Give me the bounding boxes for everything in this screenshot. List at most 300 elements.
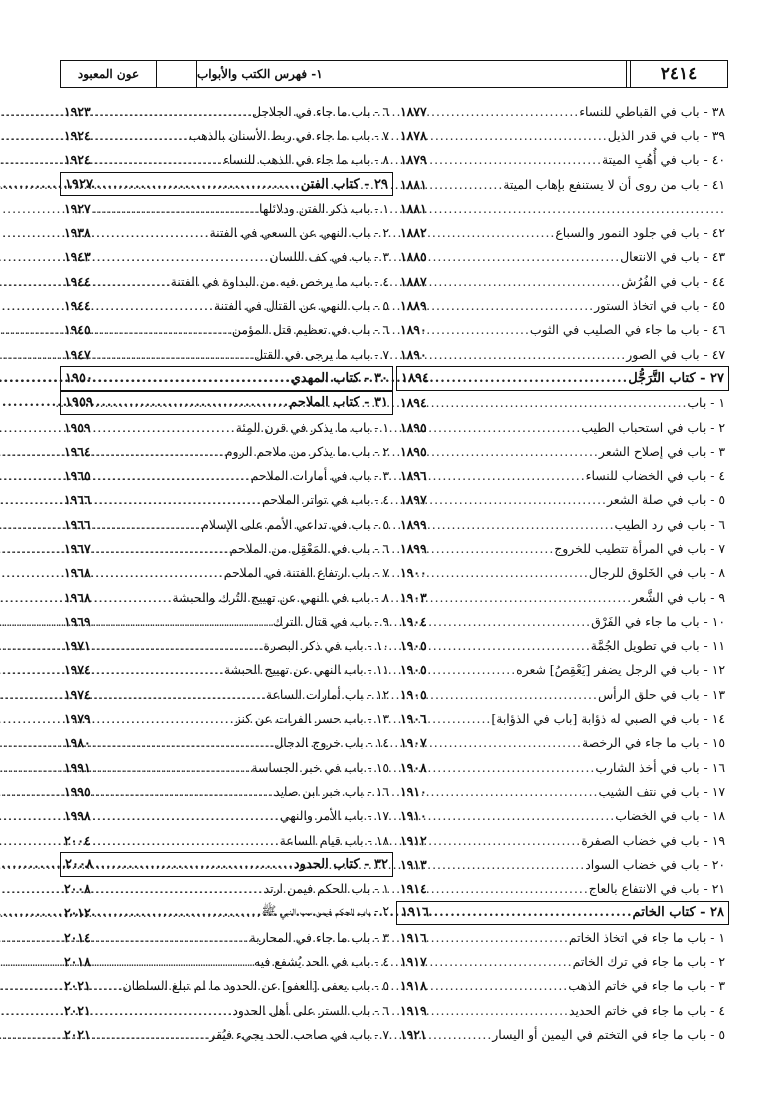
index-entry-row bbox=[60, 901, 393, 925]
index-entry-row bbox=[396, 682, 729, 706]
entry-page-number: ١٩٤٧ bbox=[64, 346, 91, 362]
entry-text: ١٧ - باب الأمر والنهي bbox=[279, 808, 389, 824]
leader-dots bbox=[429, 152, 602, 167]
leader-dots bbox=[429, 760, 596, 775]
entry-page-number: ١٩٧٤ bbox=[64, 662, 91, 678]
index-entry-row bbox=[396, 463, 729, 487]
index-entry-row bbox=[60, 293, 393, 317]
leader-dots bbox=[429, 395, 688, 410]
entry-page-number: ١٩٤٣ bbox=[64, 249, 91, 265]
leader-dots bbox=[93, 298, 214, 313]
entry-text: ١٠ - باب في ذكر البصرة bbox=[263, 638, 389, 654]
entry-text: ٦ - باب ما جاء في الجلاجل bbox=[252, 103, 389, 119]
entry-text: ٤ - باب ما جاء في خاتم الحديد bbox=[568, 1002, 725, 1018]
entry-text: ٤٠ - باب في أُهُبِ الميتة bbox=[602, 152, 725, 168]
leader-dots bbox=[93, 930, 250, 945]
index-entry-row bbox=[60, 220, 393, 244]
entry-page-number: ١٩٦٧ bbox=[64, 540, 91, 556]
entry-text: ٣٨ - باب في القباطي للنساء bbox=[579, 103, 725, 119]
entry-text: ٣ - باب في أمارات الملاحم bbox=[250, 468, 389, 484]
entry-page-number: ١٩٩١ bbox=[64, 759, 91, 775]
index-entry-row bbox=[60, 585, 393, 609]
leader-dots bbox=[93, 492, 262, 507]
entry-page-number: ١٩٤٥ bbox=[64, 322, 91, 338]
index-entry-row bbox=[60, 245, 393, 269]
entry-page-number: ١٨٩٧ bbox=[400, 492, 427, 508]
index-entry-row bbox=[60, 99, 393, 123]
entry-text: ٦ - باب في رد الطيب bbox=[614, 516, 725, 532]
entry-text: ٤٢ - باب في جلود النمور والسباع bbox=[555, 225, 725, 241]
page-header bbox=[60, 60, 728, 88]
leader-dots bbox=[93, 954, 254, 969]
entry-page-number: ١٩١٢ bbox=[400, 832, 427, 848]
entry-text: ١٩ - باب في خضاب الصفرة bbox=[581, 832, 725, 848]
leader-dots bbox=[95, 177, 301, 192]
entry-page-number: ١٩٤٤ bbox=[64, 298, 91, 314]
entry-text: ١١ - باب في تطويل الجُمَّة bbox=[590, 638, 725, 654]
entry-text: ٢١ - باب في الانتفاع بالعاج bbox=[588, 881, 725, 897]
entry-text: ٩ - باب في الشَّعر bbox=[632, 589, 725, 605]
entry-text: ١٨ - باب في الخضاب bbox=[615, 808, 725, 824]
index-entry-row bbox=[396, 99, 729, 123]
entry-text: ٧ - باب ما يرجى في القتل bbox=[254, 346, 389, 362]
entry-page-number: ١٩٨٠ bbox=[64, 735, 91, 751]
page-title: ١- فهرس الكتب والأبواب bbox=[197, 61, 627, 87]
entry-text: ٨ - باب في الخَلوق للرجال bbox=[588, 565, 725, 581]
entry-text: ٦ - باب في المَعْقِل من الملاحم bbox=[229, 540, 389, 556]
index-entry-row bbox=[396, 293, 729, 317]
index-entry-row bbox=[60, 1022, 393, 1046]
index-entry-row bbox=[396, 342, 729, 366]
leader-dots bbox=[95, 395, 289, 410]
leader-dots bbox=[431, 905, 633, 920]
index-entry-row bbox=[60, 925, 393, 949]
leader-dots bbox=[429, 954, 573, 969]
entry-page-number: ١٩٩٥ bbox=[64, 783, 91, 799]
entry-text: ٢٠ - باب في خضاب السواد bbox=[585, 856, 725, 872]
index-entry-row bbox=[396, 536, 729, 560]
entry-text: ١ - باب ذكر الفتن ودلائلها bbox=[259, 200, 389, 216]
index-entry-row bbox=[396, 561, 729, 585]
leader-dots bbox=[429, 687, 598, 702]
entry-page-number: ١٩٠٨ bbox=[400, 759, 427, 775]
entry-text: ٨ - باب ما جاء في الذهب للنساء bbox=[223, 152, 389, 168]
index-entry-row bbox=[60, 877, 393, 901]
index-entry-row bbox=[396, 609, 729, 633]
index-entry-row bbox=[60, 706, 393, 730]
entry-text: ٥ - باب يعفى [العفو] عن الحدود ما لم تبلغ السلطان bbox=[122, 978, 389, 994]
entry-page-number: ١٨٩٩ bbox=[400, 540, 427, 556]
entry-page-number: ١٩٠٥ bbox=[400, 662, 427, 678]
index-entry-row bbox=[396, 731, 729, 755]
entry-page-number: ١٩١٩ bbox=[400, 1002, 427, 1018]
entry-text: ٢ - باب الحكم فيمن سب النبي ﷺ bbox=[261, 903, 389, 919]
entry-page-number: ١٩١٤ bbox=[400, 881, 427, 897]
entry-text: ١ - باب bbox=[687, 395, 725, 411]
index-entry-row bbox=[60, 974, 393, 998]
entry-text: ١ - باب ما جاء في اتخاذ الخاتم bbox=[568, 929, 725, 945]
index-entry-row bbox=[396, 318, 729, 342]
entry-page-number: ١٨٨٩ bbox=[400, 298, 427, 314]
entry-page-number: ١٨٩٥ bbox=[400, 443, 427, 459]
leader-dots bbox=[429, 274, 622, 289]
entry-text: ٤١ - باب من روى أن لا يستنفع بإهاب الميتة bbox=[503, 176, 725, 192]
book-heading-row bbox=[60, 852, 393, 876]
entry-text: ٧ - باب في المرأة تتطيب للخروج bbox=[554, 540, 725, 556]
index-entry-row bbox=[396, 172, 729, 196]
entry-page-number: ١٨٨٧ bbox=[400, 273, 427, 289]
leader-dots bbox=[93, 614, 273, 629]
entry-page-number: ٢٠٠٤ bbox=[64, 832, 91, 848]
leader-dots bbox=[429, 517, 615, 532]
entry-text: ٥ - باب في تداعي الأمم على الإسلام bbox=[201, 516, 389, 532]
index-entry-row bbox=[396, 658, 729, 682]
book-name: عون المعبود bbox=[61, 61, 157, 87]
entry-text: ١٨ - باب قيام الساعة bbox=[279, 832, 389, 848]
entry-text: ٢ - باب النهي عن السعي في الفتنة bbox=[209, 225, 389, 241]
leader-dots bbox=[93, 1027, 210, 1042]
entry-page-number: ١٩٠٥ bbox=[400, 638, 427, 654]
entry-page-number: ١٨٧٩ bbox=[400, 152, 427, 168]
entry-page-number: ١٩٢٧ bbox=[65, 176, 93, 192]
leader-dots bbox=[93, 711, 235, 726]
index-entry-row bbox=[60, 463, 393, 487]
entry-page-number: ١٩٩٨ bbox=[64, 808, 91, 824]
entry-page-number: ١٩٢٧ bbox=[64, 200, 91, 216]
entry-page-number: ٢٠١٨ bbox=[64, 954, 91, 970]
leader-dots bbox=[93, 347, 254, 362]
leader-dots bbox=[93, 760, 252, 775]
entry-text: ٢ - باب ما يذكر من ملاحم الروم bbox=[224, 443, 389, 459]
entry-text: ٣٩ - باب في قدر الذيل bbox=[607, 127, 725, 143]
entry-text: ٣ - باب ما جاء في خاتم الذهب bbox=[568, 978, 725, 994]
entry-page-number: ١٩١٣ bbox=[400, 856, 427, 872]
leader-dots bbox=[93, 322, 232, 337]
index-entry-row bbox=[396, 220, 729, 244]
entry-page-number: ١٩١٧ bbox=[400, 954, 427, 970]
entry-page-number: ١٩٠٦ bbox=[400, 711, 427, 727]
entry-text: ٧ - باب في صاحب الحد يجيء فيُقر bbox=[209, 1026, 389, 1042]
index-entry-row bbox=[396, 415, 729, 439]
entry-text: ٤ - باب في الحد يُشفع فيه bbox=[253, 954, 389, 970]
leader-dots bbox=[429, 857, 586, 872]
book-heading-text: ٢٧ - كتاب التَّرَجُّل bbox=[628, 370, 724, 386]
leader-dots bbox=[93, 517, 202, 532]
leader-dots bbox=[95, 857, 294, 872]
entry-text: ٣ - باب ما جاء في المحاربة bbox=[249, 929, 389, 945]
index-entry-row bbox=[396, 245, 729, 269]
entry-text: ١٠ - باب ما جاء في الفَرْق bbox=[591, 613, 725, 629]
entry-text: ٢ - باب ما جاء في ترك الخاتم bbox=[572, 954, 725, 970]
index-entry-row bbox=[60, 609, 393, 633]
entry-page-number: ١٩٠٧ bbox=[400, 735, 427, 751]
entry-text: ١٢ - باب أمارات الساعة bbox=[265, 686, 389, 702]
index-entry-row bbox=[60, 779, 393, 803]
leader-dots bbox=[429, 104, 580, 119]
index-entry-row bbox=[396, 148, 729, 172]
entry-text: ٤ - باب في تواتر الملاحم bbox=[262, 492, 389, 508]
index-entry-row bbox=[60, 512, 393, 536]
leader-dots bbox=[93, 590, 173, 605]
entry-page-number: ٢٠١٤ bbox=[64, 929, 91, 945]
leader-dots bbox=[429, 590, 633, 605]
leader-dots bbox=[93, 978, 123, 993]
entry-page-number: ١٩٠٤ bbox=[400, 613, 427, 629]
entry-page-number: ١٩١٦ bbox=[400, 929, 427, 945]
index-entry-row bbox=[60, 949, 393, 973]
index-entry-row bbox=[396, 585, 729, 609]
entry-text: ٢ - باب في استحباب الطيب bbox=[581, 419, 725, 435]
entry-text: ٦ - باب الستر على أهل الحدود bbox=[232, 1002, 389, 1018]
leader-dots bbox=[93, 662, 224, 677]
entry-page-number: ٢٠٢١ bbox=[64, 978, 91, 994]
leader-dots bbox=[429, 735, 582, 750]
leader-dots bbox=[93, 905, 262, 920]
entry-text: ٧ - باب ارتفاع الفتنة في الملاحم bbox=[223, 565, 389, 581]
index-entry-row bbox=[396, 123, 729, 147]
index-entry-row bbox=[396, 755, 729, 779]
entry-text: ٤٧ - باب في الصور bbox=[626, 346, 725, 362]
index-entry-row bbox=[60, 998, 393, 1022]
index-entry-row bbox=[396, 391, 729, 415]
leader-dots bbox=[429, 784, 599, 799]
entry-page-number: ٢٠٠٨ bbox=[65, 856, 93, 872]
index-entry-row bbox=[396, 852, 729, 876]
entry-page-number: ١٩١٨ bbox=[400, 978, 427, 994]
leader-dots bbox=[429, 711, 492, 726]
entry-page-number: ١٩٧١ bbox=[64, 638, 91, 654]
entry-page-number: ١٩١٦ bbox=[401, 905, 429, 921]
leader-dots bbox=[93, 468, 251, 483]
entry-text: ١ - باب الحكم فيمن ارتد bbox=[263, 881, 389, 897]
leader-dots bbox=[93, 274, 171, 289]
index-column-right bbox=[396, 99, 729, 1047]
leader-dots bbox=[429, 468, 586, 483]
leader-dots bbox=[93, 687, 266, 702]
leader-dots bbox=[429, 492, 607, 507]
leader-dots bbox=[93, 249, 270, 264]
leader-dots bbox=[429, 978, 569, 993]
leader-dots bbox=[429, 833, 582, 848]
entry-text: ٥ - باب في صلة الشعر bbox=[606, 492, 725, 508]
leader-dots bbox=[429, 614, 591, 629]
entry-page-number: ١٩٠٣ bbox=[400, 589, 427, 605]
entry-page-number: ١٨٨٢ bbox=[400, 225, 427, 241]
index-entry-row bbox=[396, 828, 729, 852]
entry-page-number: ١٨٧٨ bbox=[400, 127, 427, 143]
leader-dots bbox=[93, 735, 275, 750]
leader-dots bbox=[93, 420, 236, 435]
leader-dots bbox=[429, 808, 616, 823]
leader-dots bbox=[93, 833, 280, 848]
entry-text: ٨ - باب في النهي عن تهييج التُرك والحبشة bbox=[172, 589, 389, 605]
entry-page-number: ٢٠٠٨ bbox=[64, 881, 91, 897]
leader-dots bbox=[429, 565, 589, 580]
book-heading-row bbox=[60, 391, 393, 415]
leader-dots bbox=[93, 152, 223, 167]
book-heading-text: ٢٨ - كتاب الخاتم bbox=[632, 905, 724, 921]
book-heading-row bbox=[60, 172, 393, 196]
entry-page-number: ١٩٢٣ bbox=[64, 103, 91, 119]
leader-dots bbox=[429, 420, 582, 435]
entry-text: ١١ - باب النهي عن تهييج الحبشة bbox=[223, 662, 389, 678]
index-entry-row bbox=[60, 342, 393, 366]
leader-dots bbox=[93, 1003, 233, 1018]
leader-dots bbox=[93, 444, 225, 459]
entry-page-number: ١٨٩٩ bbox=[400, 516, 427, 532]
index-entry-row bbox=[60, 755, 393, 779]
entry-text: ١٥ - باب ما جاء في الرخصة bbox=[581, 735, 725, 751]
entry-page-number: ١٩٦٤ bbox=[64, 443, 91, 459]
index-entry-row bbox=[60, 804, 393, 828]
leader-dots bbox=[429, 249, 621, 264]
entry-page-number: ١٩٦٦ bbox=[64, 492, 91, 508]
leader-dots bbox=[429, 128, 608, 143]
entry-text: ٤ - باب في الخضاب للنساء bbox=[585, 468, 725, 484]
entry-text: ٣ - باب في إصلاح الشعر bbox=[598, 443, 725, 459]
entry-page-number: ١٨٩٦ bbox=[400, 468, 427, 484]
index-entry-row bbox=[60, 269, 393, 293]
index-entry-row bbox=[396, 804, 729, 828]
leader-dots bbox=[93, 104, 252, 119]
entry-page-number: ١٩٧٩ bbox=[64, 711, 91, 727]
entry-page-number: ١٩٥٠ bbox=[65, 370, 93, 386]
entry-page-number: ١٨٩٥ bbox=[400, 419, 427, 435]
entry-text: ١٥ - باب في خبر الجساسة bbox=[251, 759, 389, 775]
index-entry-row bbox=[60, 658, 393, 682]
leader-dots bbox=[429, 638, 591, 653]
index-entry-row bbox=[60, 682, 393, 706]
index-entry-row bbox=[60, 318, 393, 342]
index-entry-row bbox=[60, 488, 393, 512]
entry-page-number: ١٨٩٤ bbox=[400, 395, 427, 411]
entry-page-number: ١٩٦٩ bbox=[64, 613, 91, 629]
index-entry-row bbox=[60, 415, 393, 439]
entry-text: ٥ - باب النهي عن القتال في الفتنة bbox=[214, 298, 389, 314]
entry-text: ٤ - باب ما يرخص فيه من البداوة في الفتنة bbox=[170, 273, 389, 289]
entry-text: ١٧ - باب في نتف الشيب bbox=[598, 783, 725, 799]
index-entry-row bbox=[396, 998, 729, 1022]
leader-dots bbox=[429, 225, 556, 240]
entry-page-number: ١٨٨١ bbox=[400, 176, 427, 192]
entry-text: ١٤ - باب خروج الدجال bbox=[274, 735, 389, 751]
index-entry-row bbox=[396, 779, 729, 803]
entry-text: ٥ - باب ما جاء في التختم في اليمين أو اليسار bbox=[492, 1026, 725, 1042]
index-entry-row bbox=[60, 634, 393, 658]
entry-page-number: ١٩١٠ bbox=[400, 783, 427, 799]
entry-page-number: ١٩٤٤ bbox=[64, 273, 91, 289]
index-entry-row bbox=[60, 148, 393, 172]
index-entry-row bbox=[396, 488, 729, 512]
entry-text: ٤٥ - باب في اتخاذ الستور bbox=[594, 298, 725, 314]
entry-page-number: ١٩٦٨ bbox=[64, 565, 91, 581]
index-entry-row bbox=[60, 536, 393, 560]
entry-text: ٦ - باب في تعظيم قتل المؤمن bbox=[231, 322, 389, 338]
leader-dots bbox=[429, 177, 504, 192]
entry-text: ٣ - باب في كف اللسان bbox=[269, 249, 389, 265]
entry-page-number: ١٩٠٠ bbox=[400, 565, 427, 581]
entry-text: ١٦ - باب خبر ابن صايد bbox=[274, 783, 389, 799]
leader-dots bbox=[93, 881, 264, 896]
index-entry-row bbox=[60, 561, 393, 585]
leader-dots bbox=[429, 662, 517, 677]
leader-dots bbox=[93, 638, 264, 653]
index-entry-row bbox=[60, 828, 393, 852]
entry-page-number: ١٩٠٥ bbox=[400, 686, 427, 702]
leader-dots bbox=[93, 808, 280, 823]
index-column-left bbox=[60, 99, 393, 1047]
index-entry-row bbox=[396, 974, 729, 998]
leader-dots bbox=[429, 930, 569, 945]
index-entry-row bbox=[396, 196, 729, 220]
leader-dots bbox=[429, 347, 627, 362]
entry-page-number: ١٨٧٧ bbox=[400, 103, 427, 119]
entry-text: ١ - باب ما يذكر في قرن المِئة bbox=[235, 419, 389, 435]
leader-dots bbox=[93, 565, 224, 580]
leader-dots bbox=[93, 128, 189, 143]
leader-dots bbox=[429, 1027, 493, 1042]
leader-dots bbox=[429, 881, 589, 896]
book-heading-row bbox=[396, 901, 729, 925]
leader-dots bbox=[93, 784, 274, 799]
leader-dots bbox=[93, 225, 210, 240]
index-entry-row bbox=[396, 706, 729, 730]
entry-page-number: ١٩٢١ bbox=[400, 1026, 427, 1042]
leader-dots bbox=[429, 444, 599, 459]
entry-page-number: ١٨٨١ bbox=[400, 200, 427, 216]
entry-page-number: ١٩٣٨ bbox=[64, 225, 91, 241]
entry-text: ٤٦ - باب ما جاء في الصليب في الثوب bbox=[529, 322, 725, 338]
entry-page-number: ١٨٩٤ bbox=[401, 370, 429, 386]
leader-dots bbox=[431, 371, 628, 386]
entry-text: ٤٤ - باب في الفُرُش bbox=[621, 273, 725, 289]
book-heading-row bbox=[396, 366, 729, 390]
entry-text: ١٣ - باب في حلق الرأس bbox=[597, 686, 725, 702]
entry-page-number: ١٩٥٩ bbox=[65, 395, 93, 411]
leader-dots bbox=[429, 541, 555, 556]
entry-page-number: ١٩٦٥ bbox=[64, 468, 91, 484]
leader-dots bbox=[429, 201, 725, 216]
entry-page-number: ١٩٧٤ bbox=[64, 686, 91, 702]
leader-dots bbox=[93, 541, 230, 556]
entry-text: ١٤ - باب في الصبي له ذؤابة [باب في الذؤابة] bbox=[491, 711, 725, 727]
entry-text: ١٢ - باب في الرجل يضفر [يَعْقِصُ] شعره bbox=[516, 662, 725, 678]
entry-text: ٩ - باب في قتال الترك bbox=[272, 613, 389, 629]
entry-page-number: ١٩٦٨ bbox=[64, 589, 91, 605]
index-entry-row bbox=[396, 439, 729, 463]
index-entry-row bbox=[396, 512, 729, 536]
book-heading-text: ٢٩ - كتاب الفتن bbox=[300, 176, 388, 192]
entry-page-number: ١٩١٠ bbox=[400, 808, 427, 824]
entry-page-number: ٢٠١٢ bbox=[64, 905, 91, 921]
index-entry-row bbox=[396, 877, 729, 901]
header-spacer bbox=[157, 61, 197, 87]
index-entry-row bbox=[396, 634, 729, 658]
index-entry-row bbox=[60, 439, 393, 463]
book-heading-text: ٣٢ - كتاب الحدود bbox=[293, 856, 388, 872]
book-heading-text: ٣٠ - كتاب المهدي bbox=[290, 370, 388, 386]
index-entry-row bbox=[396, 925, 729, 949]
book-heading-text: ٣١ - كتاب الملاحم bbox=[289, 395, 388, 411]
entry-page-number: ١٨٩٠ bbox=[400, 346, 427, 362]
entry-text: ٤٣ - باب في الانتعال bbox=[620, 249, 725, 265]
entry-page-number: ٢٠٢١ bbox=[64, 1026, 91, 1042]
index-entry-row bbox=[396, 949, 729, 973]
leader-dots bbox=[429, 322, 530, 337]
index-entry-row bbox=[60, 731, 393, 755]
entry-text: ١٣ - باب حسر الفرات عن كنز bbox=[234, 711, 389, 727]
entry-text: ١٦ - باب في أخذ الشارب bbox=[595, 759, 725, 775]
